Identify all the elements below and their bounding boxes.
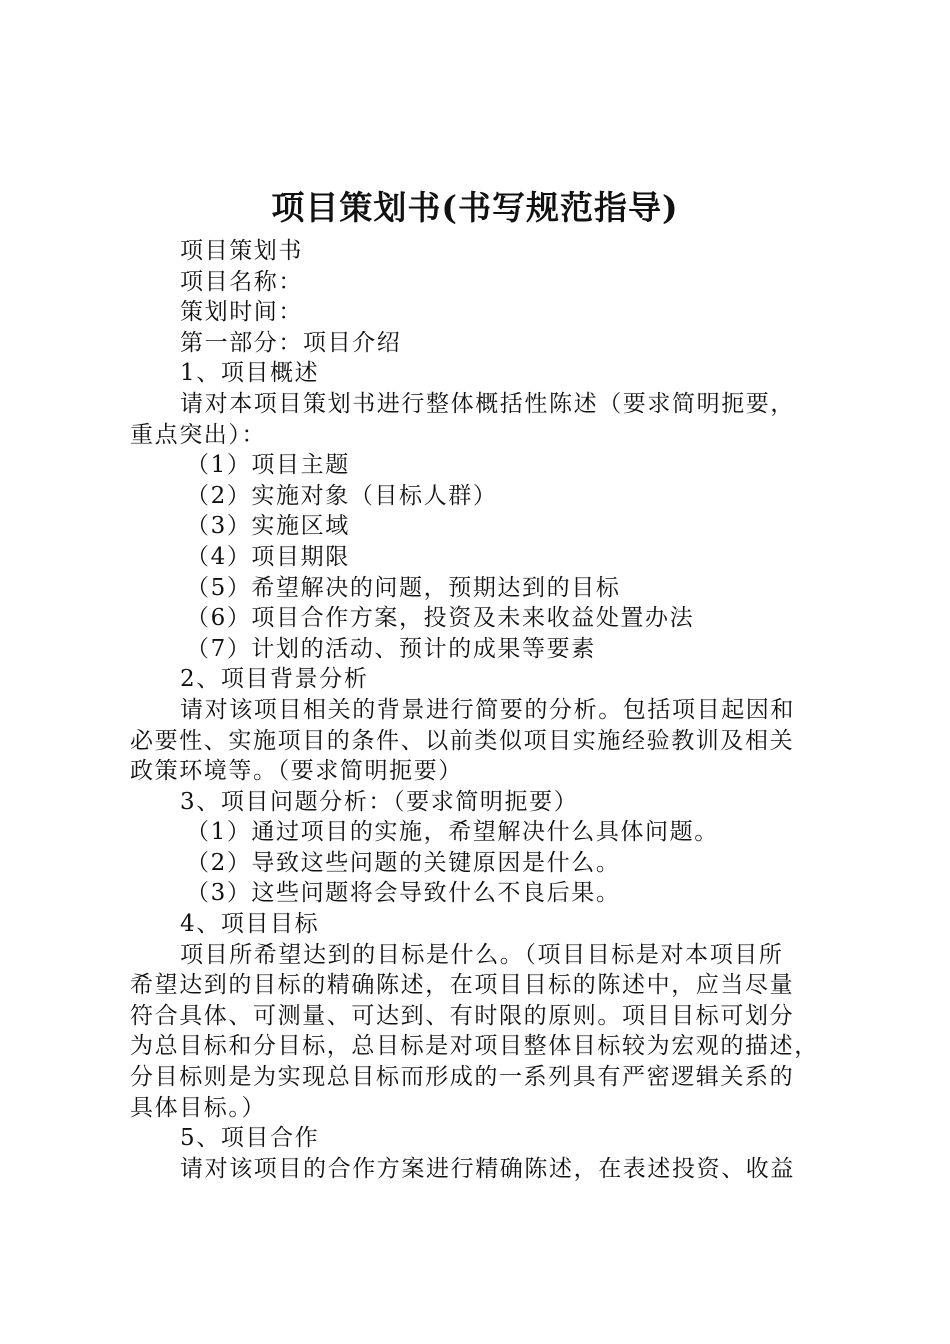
document-line: 必要性、实施项目的条件、以前类似项目实施经验教训及相关 (130, 727, 795, 754)
document-line: （1）通过项目的实施，希望解决什么具体问题。 (186, 819, 719, 846)
document-line: 为总目标和分目标，总目标是对项目整体目标较为宏观的描述， (130, 1033, 819, 1060)
document-line: （2）实施对象（目标人群） (186, 482, 498, 509)
document-line: （3）实施区域 (186, 513, 350, 540)
document-line: 请对该项目相关的背景进行简要的分析。包括项目起因和 (180, 696, 795, 723)
document-line: （1）项目主题 (186, 452, 350, 479)
document-line: 策划时间： (180, 299, 303, 326)
document-line: 请对该项目的合作方案进行精确陈述，在表述投资、收益 (180, 1155, 795, 1182)
document-line: 请对本项目策划书进行整体概括性陈述（要求简明扼要， (180, 390, 795, 417)
document-line: 4、项目目标 (180, 911, 320, 938)
document-line: （2）导致这些问题的关键原因是什么。 (186, 849, 621, 876)
document-line: 项目所希望达到的目标是什么。（项目目标是对本项目所 (180, 941, 784, 968)
document-line: 2、项目背景分析 (180, 666, 369, 693)
document-line: 5、项目合作 (180, 1125, 320, 1152)
document-line: 重点突出）： (130, 421, 267, 448)
document-title: 项目策划书(书写规范指导) (271, 188, 679, 227)
document-line: （5）希望解决的问题，预期达到的目标 (186, 574, 621, 601)
document-line: 项目名称： (180, 268, 303, 295)
document-line: 希望达到的目标的精确陈述，在项目目标的陈述中，应当尽量 (130, 972, 795, 999)
document-line: 具体目标。） (130, 1094, 267, 1121)
document-line: 3、项目问题分析：（要求简明扼要） (180, 788, 579, 815)
document-line: 政策环境等。（要求简明扼要） (130, 758, 463, 785)
document-line: （6）项目合作方案，投资及未来收益处置办法 (186, 605, 695, 632)
document-line: 分目标则是为实现总目标而形成的一系列具有严密逻辑关系的 (130, 1064, 795, 1091)
document-line: 第一部分：项目介绍 (180, 329, 402, 356)
document-body (130, 236, 836, 1184)
document-line: 符合具体、可测量、可达到、有时限的原则。项目目标可划分 (130, 1002, 795, 1029)
document-line: （4）项目期限 (186, 543, 350, 570)
document-line: 1、项目概述 (180, 360, 320, 387)
document-line: （7）计划的活动、预计的成果等要素 (186, 635, 596, 662)
document-line: 项目策划书 (180, 238, 303, 264)
document-line: （3）这些问题将会导致什么不良后果。 (186, 880, 621, 907)
